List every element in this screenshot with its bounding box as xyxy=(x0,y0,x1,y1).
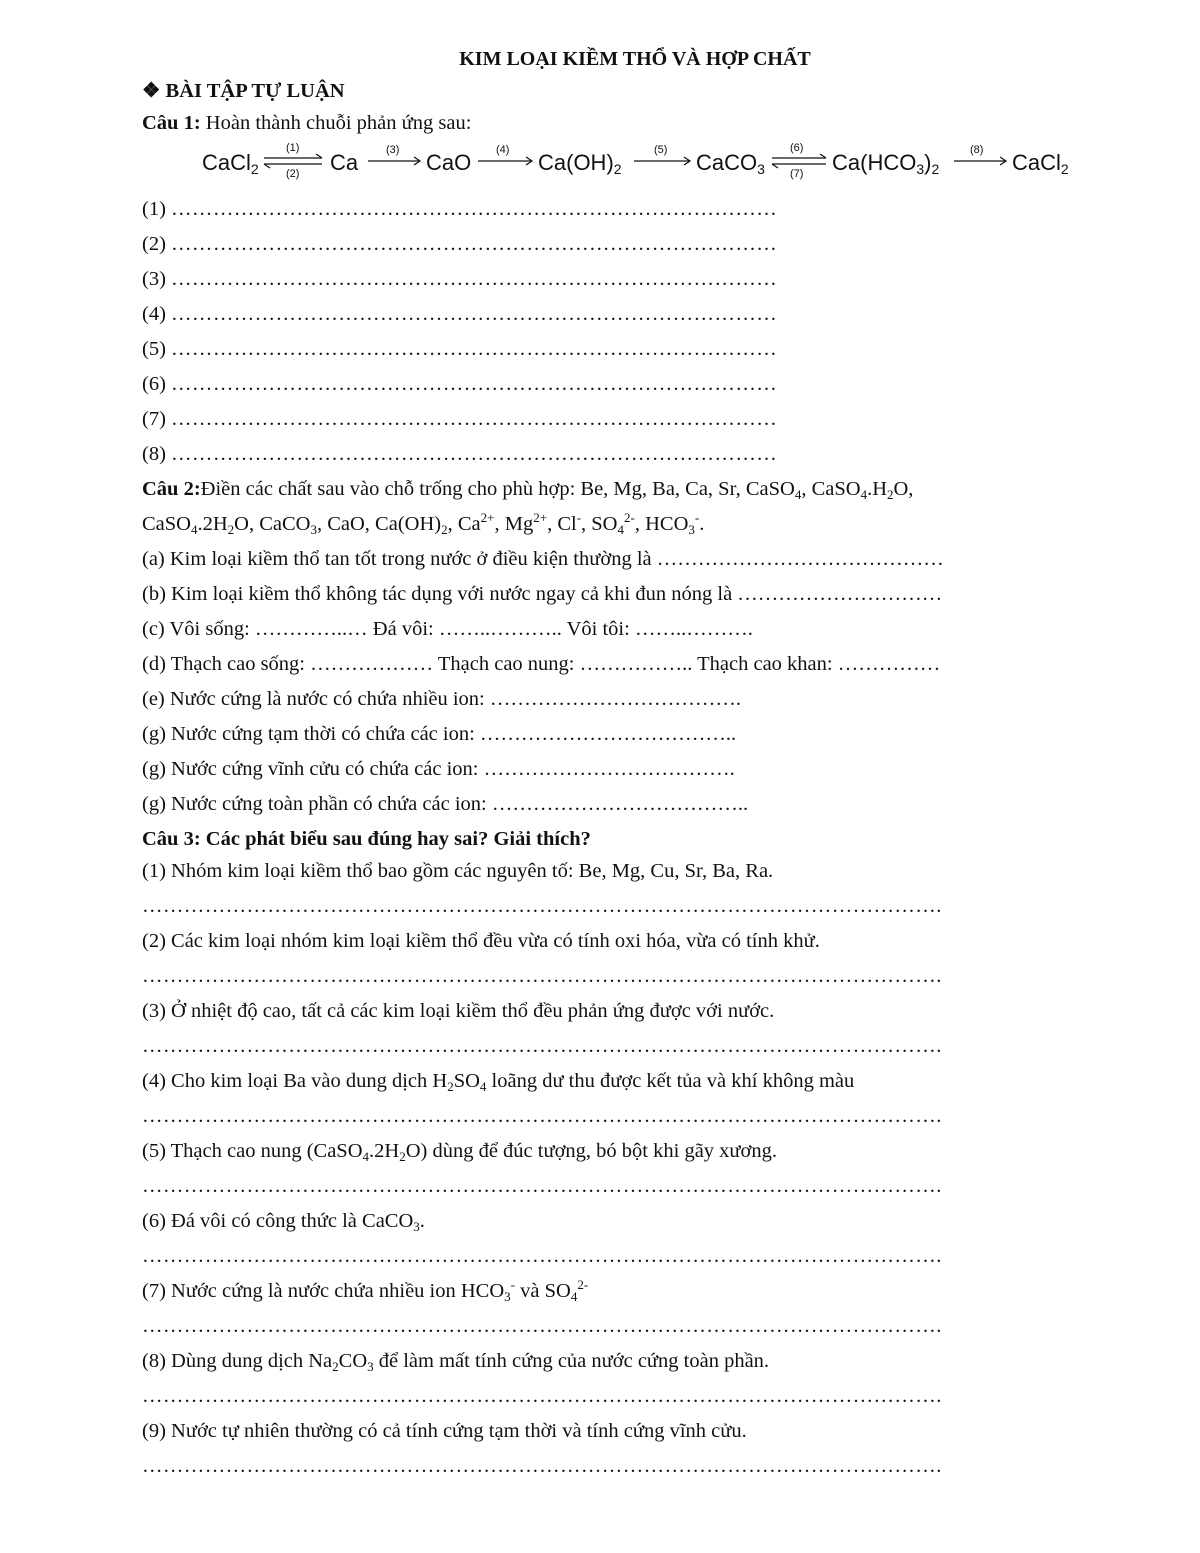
reaction-chain xyxy=(202,140,1082,184)
species-cao: CaO xyxy=(426,150,472,175)
diamond-bullet-icon: ❖ xyxy=(142,80,161,102)
q1-answer-line-7[interactable]: (7) …………………………………………………………………………… xyxy=(142,408,778,430)
q2-item-c[interactable]: (c) Vôi sống: …………..… Đá vôi: ……..……….. Vôi tôi: ……..………. xyxy=(142,618,753,640)
q3-statement-8: (8) Dùng dung dịch $Na_2CO_3$ để làm mất tính cứng của nước cứng toàn phần. xyxy=(142,1350,770,1374)
species-caco3: CaCO$_3$ xyxy=(696,150,765,177)
section-label: BÀI TẬP TỰ LUẬN xyxy=(165,80,345,102)
q3-answer-6[interactable]: ……………………………………………………………………………………………………. xyxy=(142,1245,942,1267)
q1-prompt xyxy=(142,110,471,136)
q3-statement-1: (1) Nhóm kim loại kiềm thổ bao gồm các nguyên tố: Be, Mg, Cu, Sr, Ba, Ra. xyxy=(142,860,774,882)
q1-answer-line-2[interactable]: (2) …………………………………………………………………………… xyxy=(142,233,778,255)
species-ca: Ca xyxy=(330,150,359,175)
q1-answer-line-8[interactable]: (8) …………………………………………………………………………… xyxy=(142,443,778,465)
q2-item-a[interactable]: (a) Kim loại kiềm thổ tan tốt trong nước ở điều kiện thường là …………………………………… xyxy=(142,548,944,570)
q1-text: Hoàn thành chuỗi phản ứng sau: xyxy=(205,112,472,134)
species-caoh2: $Ca(OH)_2$ xyxy=(538,150,622,177)
q3-answer-7[interactable]: ……………………………………………………………………………………………………. xyxy=(142,1315,942,1337)
q2-item-e[interactable]: (e) Nước cứng là nước có chứa nhiều ion: ………………………………. xyxy=(142,688,742,710)
q2-item-g3[interactable]: (g) Nước cứng toàn phần có chứa các ion: ……………………………….. xyxy=(142,793,749,815)
section-heading xyxy=(142,78,345,104)
arrow-4-icon: (4) xyxy=(474,140,536,184)
q2-item-d[interactable]: (d) Thạch cao sống: ……………… Thạch cao nung: …………….. Thạch cao khan: …………… xyxy=(142,653,941,675)
q2-item-g1[interactable]: (g) Nước cứng tạm thời có chứa các ion: ……………………………….. xyxy=(142,723,737,745)
q2-prompt-line-2: $CaSO_4.2H_2O$, CaCO$_3$, CaO, $Ca(OH)_2$, $Ca^{2+}$, $Mg^{2+}$, Cl-, $SO_4^{2-}$, $HCO_3^-$. xyxy=(142,510,705,537)
arrow-1-2-icon: (1) (2) xyxy=(260,140,326,184)
q2-label: Câu 2: xyxy=(142,478,201,500)
q1-answer-line-6[interactable]: (6) …………………………………………………………………………… xyxy=(142,373,778,395)
q3-statement-5: (5) Thạch cao nung $(CaSO_4.2H_2O)$ dùng để đúc tượng, bó bột khi gãy xương. xyxy=(142,1140,777,1164)
arrow-5-icon: (5) xyxy=(630,140,694,184)
q2-prompt-line-1: Câu 2:Điền các chất sau vào chỗ trống cho phù hợp: Be, Mg, Ba, Ca, Sr, CaSO$_4$, $CaSO_4.H_2O$, xyxy=(142,478,914,502)
q1-label: Câu 1: xyxy=(142,112,201,134)
q3-statement-6: (6) Đá vôi có công thức là CaCO$_3$. xyxy=(142,1210,425,1234)
q3-answer-3[interactable]: ……………………………………………………………………………………………………. xyxy=(142,1035,942,1057)
q2-item-g2[interactable]: (g) Nước cứng vĩnh cửu có chứa các ion: ………………………………. xyxy=(142,758,735,780)
arrow-6-7-icon: (6) (7) xyxy=(768,140,830,184)
species-cahco32: $Ca(HCO_3)_2$ xyxy=(832,150,940,177)
arrow-8-icon: (8) xyxy=(950,140,1010,184)
species-cacl2-start: CaCl$_2$ xyxy=(202,150,259,177)
q3-statement-4: (4) Cho kim loại Ba vào dung dịch $H_2SO_4$ loãng dư thu được kết tủa và khí không màu xyxy=(142,1070,855,1094)
q3-answer-4[interactable]: ……………………………………………………………………………………………………. xyxy=(142,1105,942,1127)
q3-answer-1[interactable]: ……………………………………………………………………………………………………. xyxy=(142,895,942,917)
q3-prompt: Câu 3: Các phát biểu sau đúng hay sai? Giải thích? xyxy=(142,828,591,850)
q1-answer-line-3[interactable]: (3) …………………………………………………………………………… xyxy=(142,268,778,290)
q1-answer-line-5[interactable]: (5) …………………………………………………………………………… xyxy=(142,338,778,360)
q3-answer-8[interactable]: ……………………………………………………………………………………………………. xyxy=(142,1385,942,1407)
arrow-3-icon: (3) xyxy=(364,140,424,184)
q3-statement-9: (9) Nước tự nhiên thường có cả tính cứng tạm thời và tính cứng vĩnh cửu. xyxy=(142,1420,747,1442)
q3-answer-5[interactable]: ……………………………………………………………………………………………………. xyxy=(142,1175,942,1197)
q1-answer-line-4[interactable]: (4) …………………………………………………………………………… xyxy=(142,303,778,325)
q3-answer-9[interactable]: ……………………………………………………………………………………………………. xyxy=(142,1455,942,1477)
page-title: KIM LOẠI KIỀM THỔ VÀ HỢP CHẤT xyxy=(459,48,811,70)
q3-answer-2[interactable]: ……………………………………………………………………………………………………. xyxy=(142,965,942,987)
q3-statement-2: (2) Các kim loại nhóm kim loại kiềm thổ đều vừa có tính oxi hóa, vừa có tính khử. xyxy=(142,930,820,952)
q2-item-b[interactable]: (b) Kim loại kiềm thổ không tác dụng với nước ngay cả khi đun nóng là ………………………… xyxy=(142,583,943,605)
q3-statement-3: (3) Ở nhiệt độ cao, tất cả các kim loại kiềm thổ đều phản ứng được với nước. xyxy=(142,1000,775,1022)
q1-answer-line-1[interactable]: (1) …………………………………………………………………………… xyxy=(142,198,778,220)
species-cacl2-end: CaCl$_2$ xyxy=(1012,150,1069,177)
q3-statement-7: (7) Nước cứng là nước chứa nhiều ion $HCO_3^-$ và $SO_4^{2-}$ xyxy=(142,1277,589,1304)
q3-label: Câu 3: xyxy=(142,828,201,850)
